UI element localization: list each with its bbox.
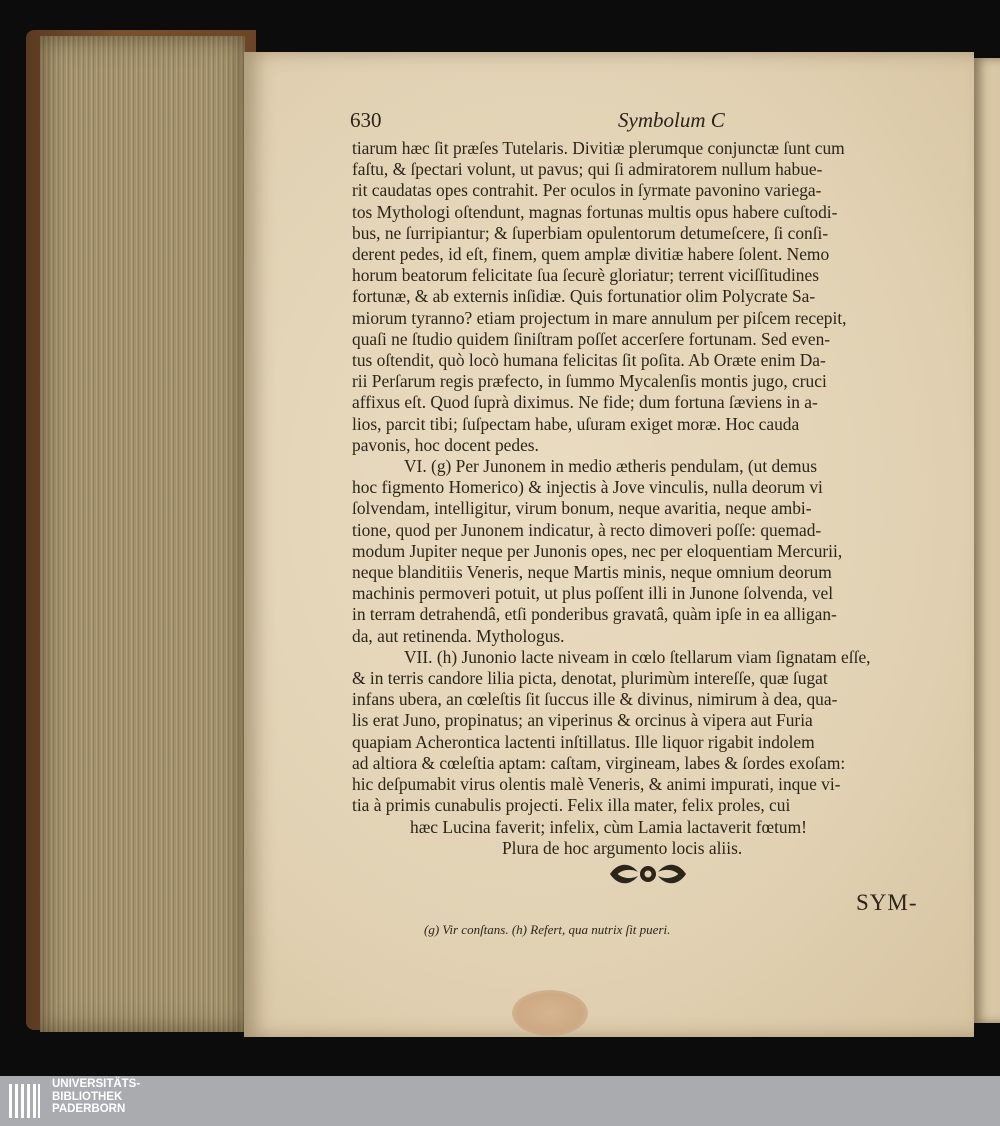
text-line: in terram detrahendâ, etſi ponderibus gravatâ, quàm ipſe in ea alligan- xyxy=(352,604,837,625)
text-line: quaſi ne ſtudio quidem ſiniſtram poſſet accerſere fortunam. Sed even- xyxy=(352,328,831,349)
text-line: quapiam Acherontica lactenti inſtillatus. Ille liquor rigabit indolem xyxy=(352,731,815,752)
fleuron-ornament-icon xyxy=(606,858,690,890)
text-line: tiarum hæc ſit præſes Tutelaris. Divitiæ plerumque conjunctæ ſunt cum xyxy=(352,138,845,158)
body-text xyxy=(352,138,930,859)
text-line: derent pedes, id eſt, finem, quem amplæ divitiæ habere ſolent. Nemo xyxy=(352,244,830,265)
text-line: tione, quod per Junonem indicatur, à recto dimoveri poſſe: quemad- xyxy=(352,519,822,540)
text-line: ad altiora & cœleſtia aptam: caſtam, virgineam, labes & ſordes exoſam: xyxy=(352,752,846,773)
running-title: Symbolum C xyxy=(618,108,725,132)
library-logo-icon xyxy=(8,1082,42,1122)
text-line: neque blanditiis Veneris, neque Martis minis, neque omnium deorum xyxy=(352,562,832,583)
footnote: (g) Vir conſtans. (h) Refert, qua nutrix ſit pueri. xyxy=(424,922,671,937)
catchword: SYM- xyxy=(856,890,918,915)
text-line: rii Perſarum regis præfecto, in ſummo Mycalenſis montis jugo, cruci xyxy=(352,371,827,392)
text-line: faſtu, & ſpectari volunt, ut pavus; qui ſi admiratorem nullum habue- xyxy=(352,159,823,180)
page-number: 630 xyxy=(350,108,382,132)
text-line: Plura de hoc argumento locis aliis. xyxy=(502,837,743,858)
text-line: modum Jupiter neque per Junonis opes, nec per eloquentiam Mercurii, xyxy=(352,540,843,561)
text-line: VII. (h) Junonio lacte niveam in cœlo ſtellarum viam ſignatam eſſe, xyxy=(404,646,871,667)
library-name xyxy=(52,1078,140,1116)
text-line: hæc Lucina faverit; infelix, cùm Lamia lactaverit fœtum! xyxy=(410,816,807,837)
text-line: tus oſtendit, quò locò humana felicitas ſit poſita. Ab Oræte enim Da- xyxy=(352,350,826,371)
text-line: pavonis, hoc docent pedes. xyxy=(352,434,539,455)
text-line: tia à primis cunabulis projecti. Felix illa mater, felix proles, cui xyxy=(352,795,791,816)
text-line: affixus eſt. Quod ſuprà diximus. Ne fide; dum fortuna ſæviens in a- xyxy=(352,392,818,413)
library-name-line1: UNIVERSITÄTS- xyxy=(52,1078,141,1090)
text-line: rit caudatas opes contrahit. Per oculos in ſyrmate pavonino variega- xyxy=(352,180,822,201)
text-line: lios, parcit tibi; ſuſpectam habe, uſuram exiget moræ. Hoc cauda xyxy=(352,413,800,434)
text-line: machinis permoveri potuit, ut plus poſſent illi in Junone ſolvenda, vel xyxy=(352,583,834,604)
library-footer-bar xyxy=(0,1076,1000,1126)
facing-page-edge xyxy=(974,58,1000,1023)
text-line: tos Mythologi oſtendunt, magnas fortunas multis opus habere cuſtodi- xyxy=(352,201,838,222)
text-line: horum beatorum felicitate ſua ſecurè gloriatur; terrent viciſſitudines xyxy=(352,265,819,286)
text-line: bus, ne ſurripiantur; & ſuperbiam opulentorum detumeſcere, ſi conſi- xyxy=(352,222,829,243)
text-line: lis erat Juno, propinatus; an viperinus & orcinus à vipera aut Furia xyxy=(352,710,813,731)
text-line: infans ubera, an cœleſtis ſit ſuccus ille & divinus, nimirum à dea, qua- xyxy=(352,689,838,710)
text-line: miorum tyranno? etiam projectum in mare annulum per piſcem recepit, xyxy=(352,307,847,328)
library-name-line3: PADERBORN xyxy=(52,1103,126,1115)
page-block-edges xyxy=(40,36,245,1032)
page-header xyxy=(350,108,930,138)
library-name-line2: BIBLIOTHEK xyxy=(52,1090,123,1103)
text-line: hoc figmento Homerico) & injectis à Jove vinculis, nulla deorum vi xyxy=(352,477,823,498)
text-line: VI. (g) Per Junonem in medio ætheris pendulam, (ut demus xyxy=(404,456,817,477)
text-line: hic deſpumabit virus olentis malè Veneris, & animi impurati, inque vi- xyxy=(352,774,841,795)
text-line: & in terris candore lilia picta, denotat, plurimùm intereſſe, quæ ſugat xyxy=(352,668,828,689)
water-stain xyxy=(512,990,588,1036)
text-line: da, aut retinenda. Mythologus. xyxy=(352,625,565,646)
text-line: ſolvendam, intelligitur, virum bonum, neque avaritia, neque ambi- xyxy=(352,498,812,519)
text-line: fortunæ, & ab externis inſidiæ. Quis fortunatior olim Polycrate Sa- xyxy=(352,286,816,307)
